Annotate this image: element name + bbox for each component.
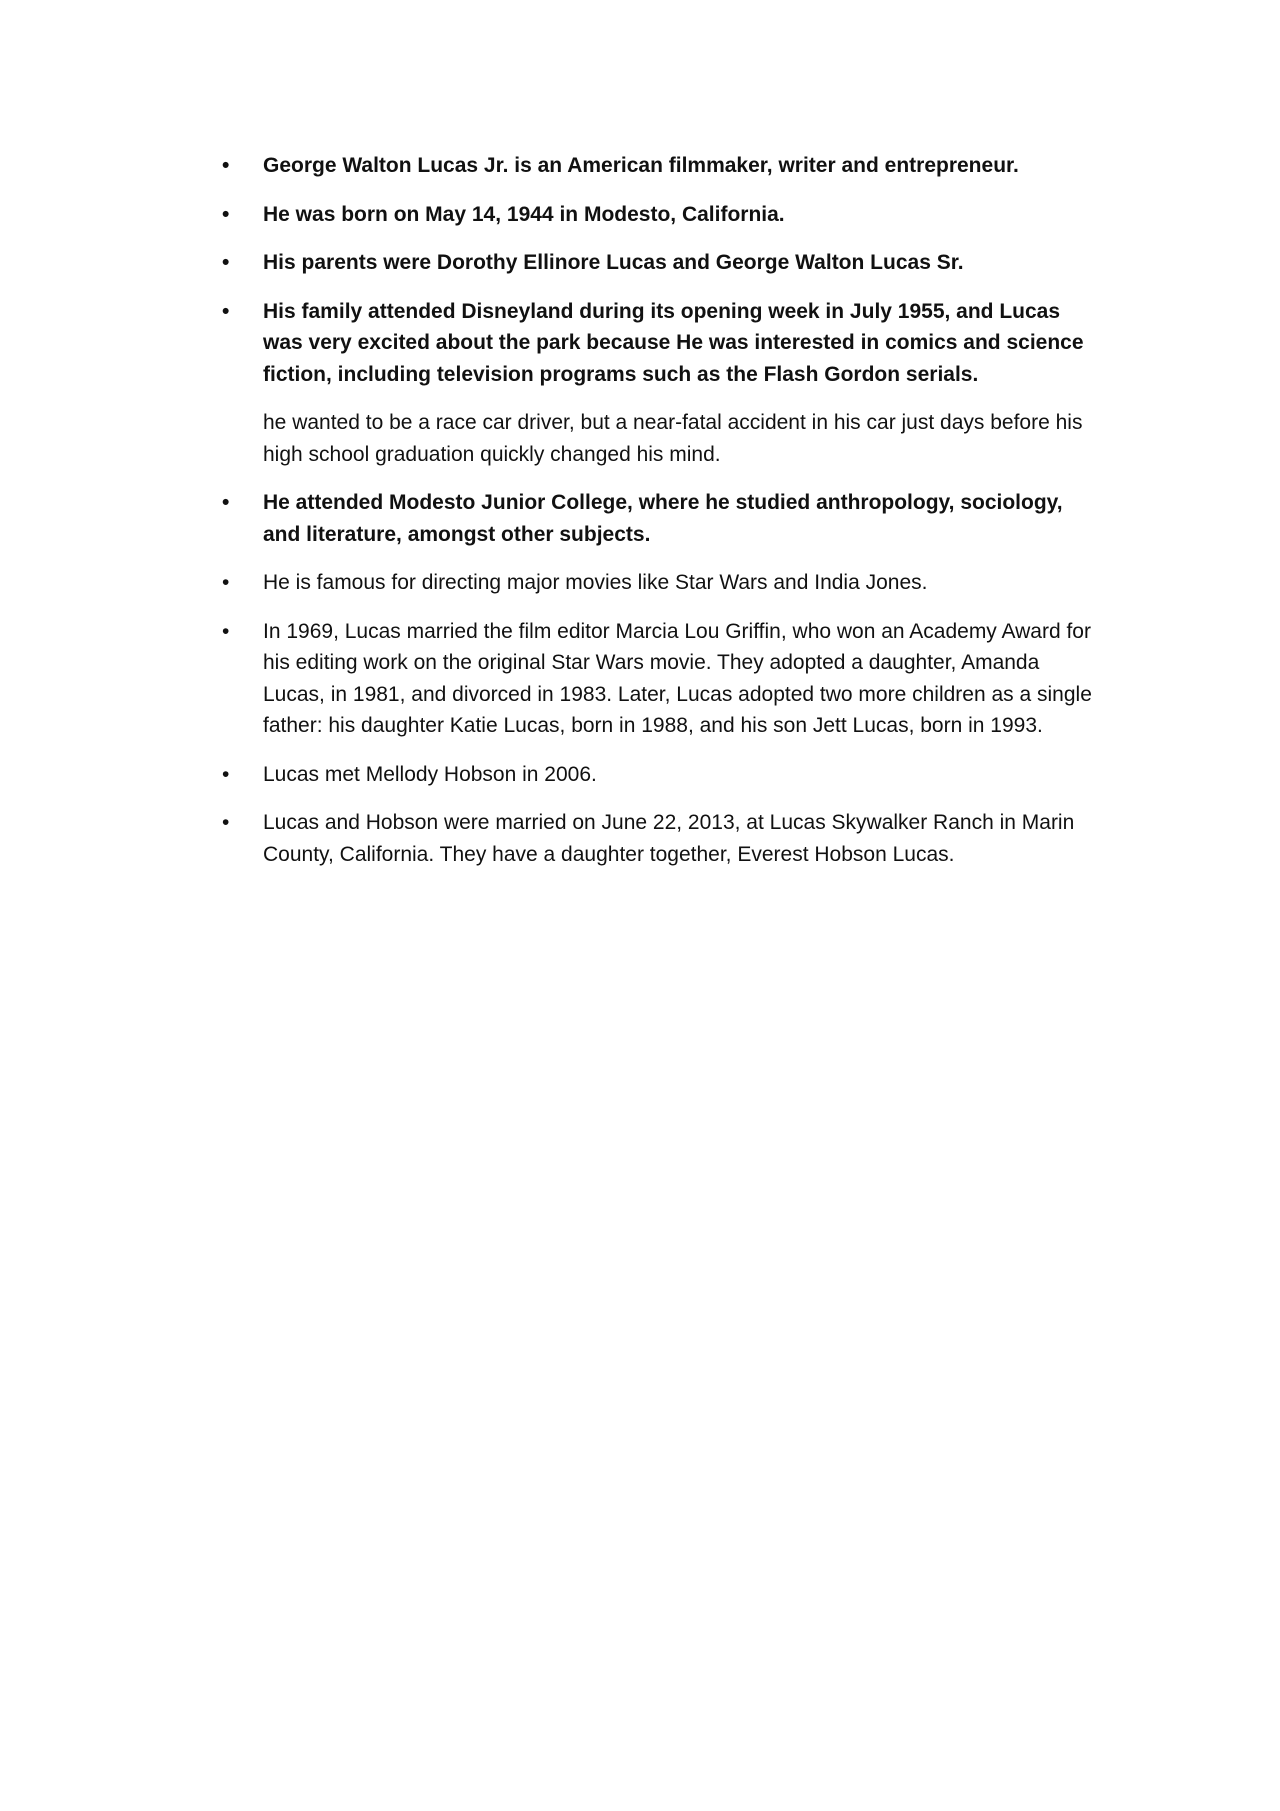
list-item-text: Lucas and Hobson were married on June 22, 2013, at Lucas Skywalker Ranch in Marin County, California. They have a daughter together, Everest Hobson Lucas. [263, 811, 1075, 866]
bullet-icon: • [222, 202, 230, 226]
bullet-icon: • [222, 762, 230, 786]
list-item [222, 199, 1102, 231]
bullet-icon: • [222, 299, 230, 323]
bullet-icon: • [222, 811, 230, 834]
paragraph [222, 407, 1102, 470]
list-item [222, 150, 1102, 182]
list-item-text: George Walton Lucas Jr. is an American filmmaker, writer and entrepreneur. [263, 154, 1019, 177]
bullet-icon: • [222, 571, 230, 594]
list-item [222, 487, 1102, 550]
paragraph-text: he wanted to be a race car driver, but a near-fatal accident in his car just days before his high school graduation quickly changed his mind. [263, 411, 1083, 466]
list-item [222, 296, 1102, 391]
list-item-text: He was born on May 14, 1944 in Modesto, California. [263, 202, 785, 226]
list-item-text: His family attended Disneyland during its opening week in July 1955, and Lucas was very excited about the park because He was interested in comics and science fiction, including television programs such as the Flash Gordon serials. [263, 299, 1084, 386]
list-item [222, 567, 1102, 599]
list-item [222, 807, 1102, 870]
list-item [222, 759, 1102, 791]
list-item-text: He attended Modesto Junior College, where he studied anthropology, sociology, and literature, amongst other subjects. [263, 491, 1063, 546]
list-item [222, 616, 1102, 742]
bullet-icon: • [222, 491, 230, 514]
list-item-text: He is famous for directing major movies like Star Wars and India Jones. [263, 571, 928, 594]
bullet-icon: • [222, 154, 230, 177]
list-item [222, 247, 1102, 279]
list-item-text: Lucas met Mellody Hobson in 2006. [263, 762, 597, 786]
bullet-icon: • [222, 251, 230, 274]
bullet-icon: • [222, 619, 230, 643]
list-item-text: In 1969, Lucas married the film editor Marcia Lou Griffin, who won an Academy Award for his editing work on the original Star Wars movie. They adopted a daughter, Amanda Lucas, in 1981, and divorced in 1983. Later, Lucas adopted two more children as a single father: his daughter Katie Lucas, born in 1988, and his son Jett Lucas, born in 1993. [263, 619, 1092, 737]
document-body [222, 150, 1102, 887]
list-item-text: His parents were Dorothy Ellinore Lucas and George Walton Lucas Sr. [263, 251, 964, 274]
